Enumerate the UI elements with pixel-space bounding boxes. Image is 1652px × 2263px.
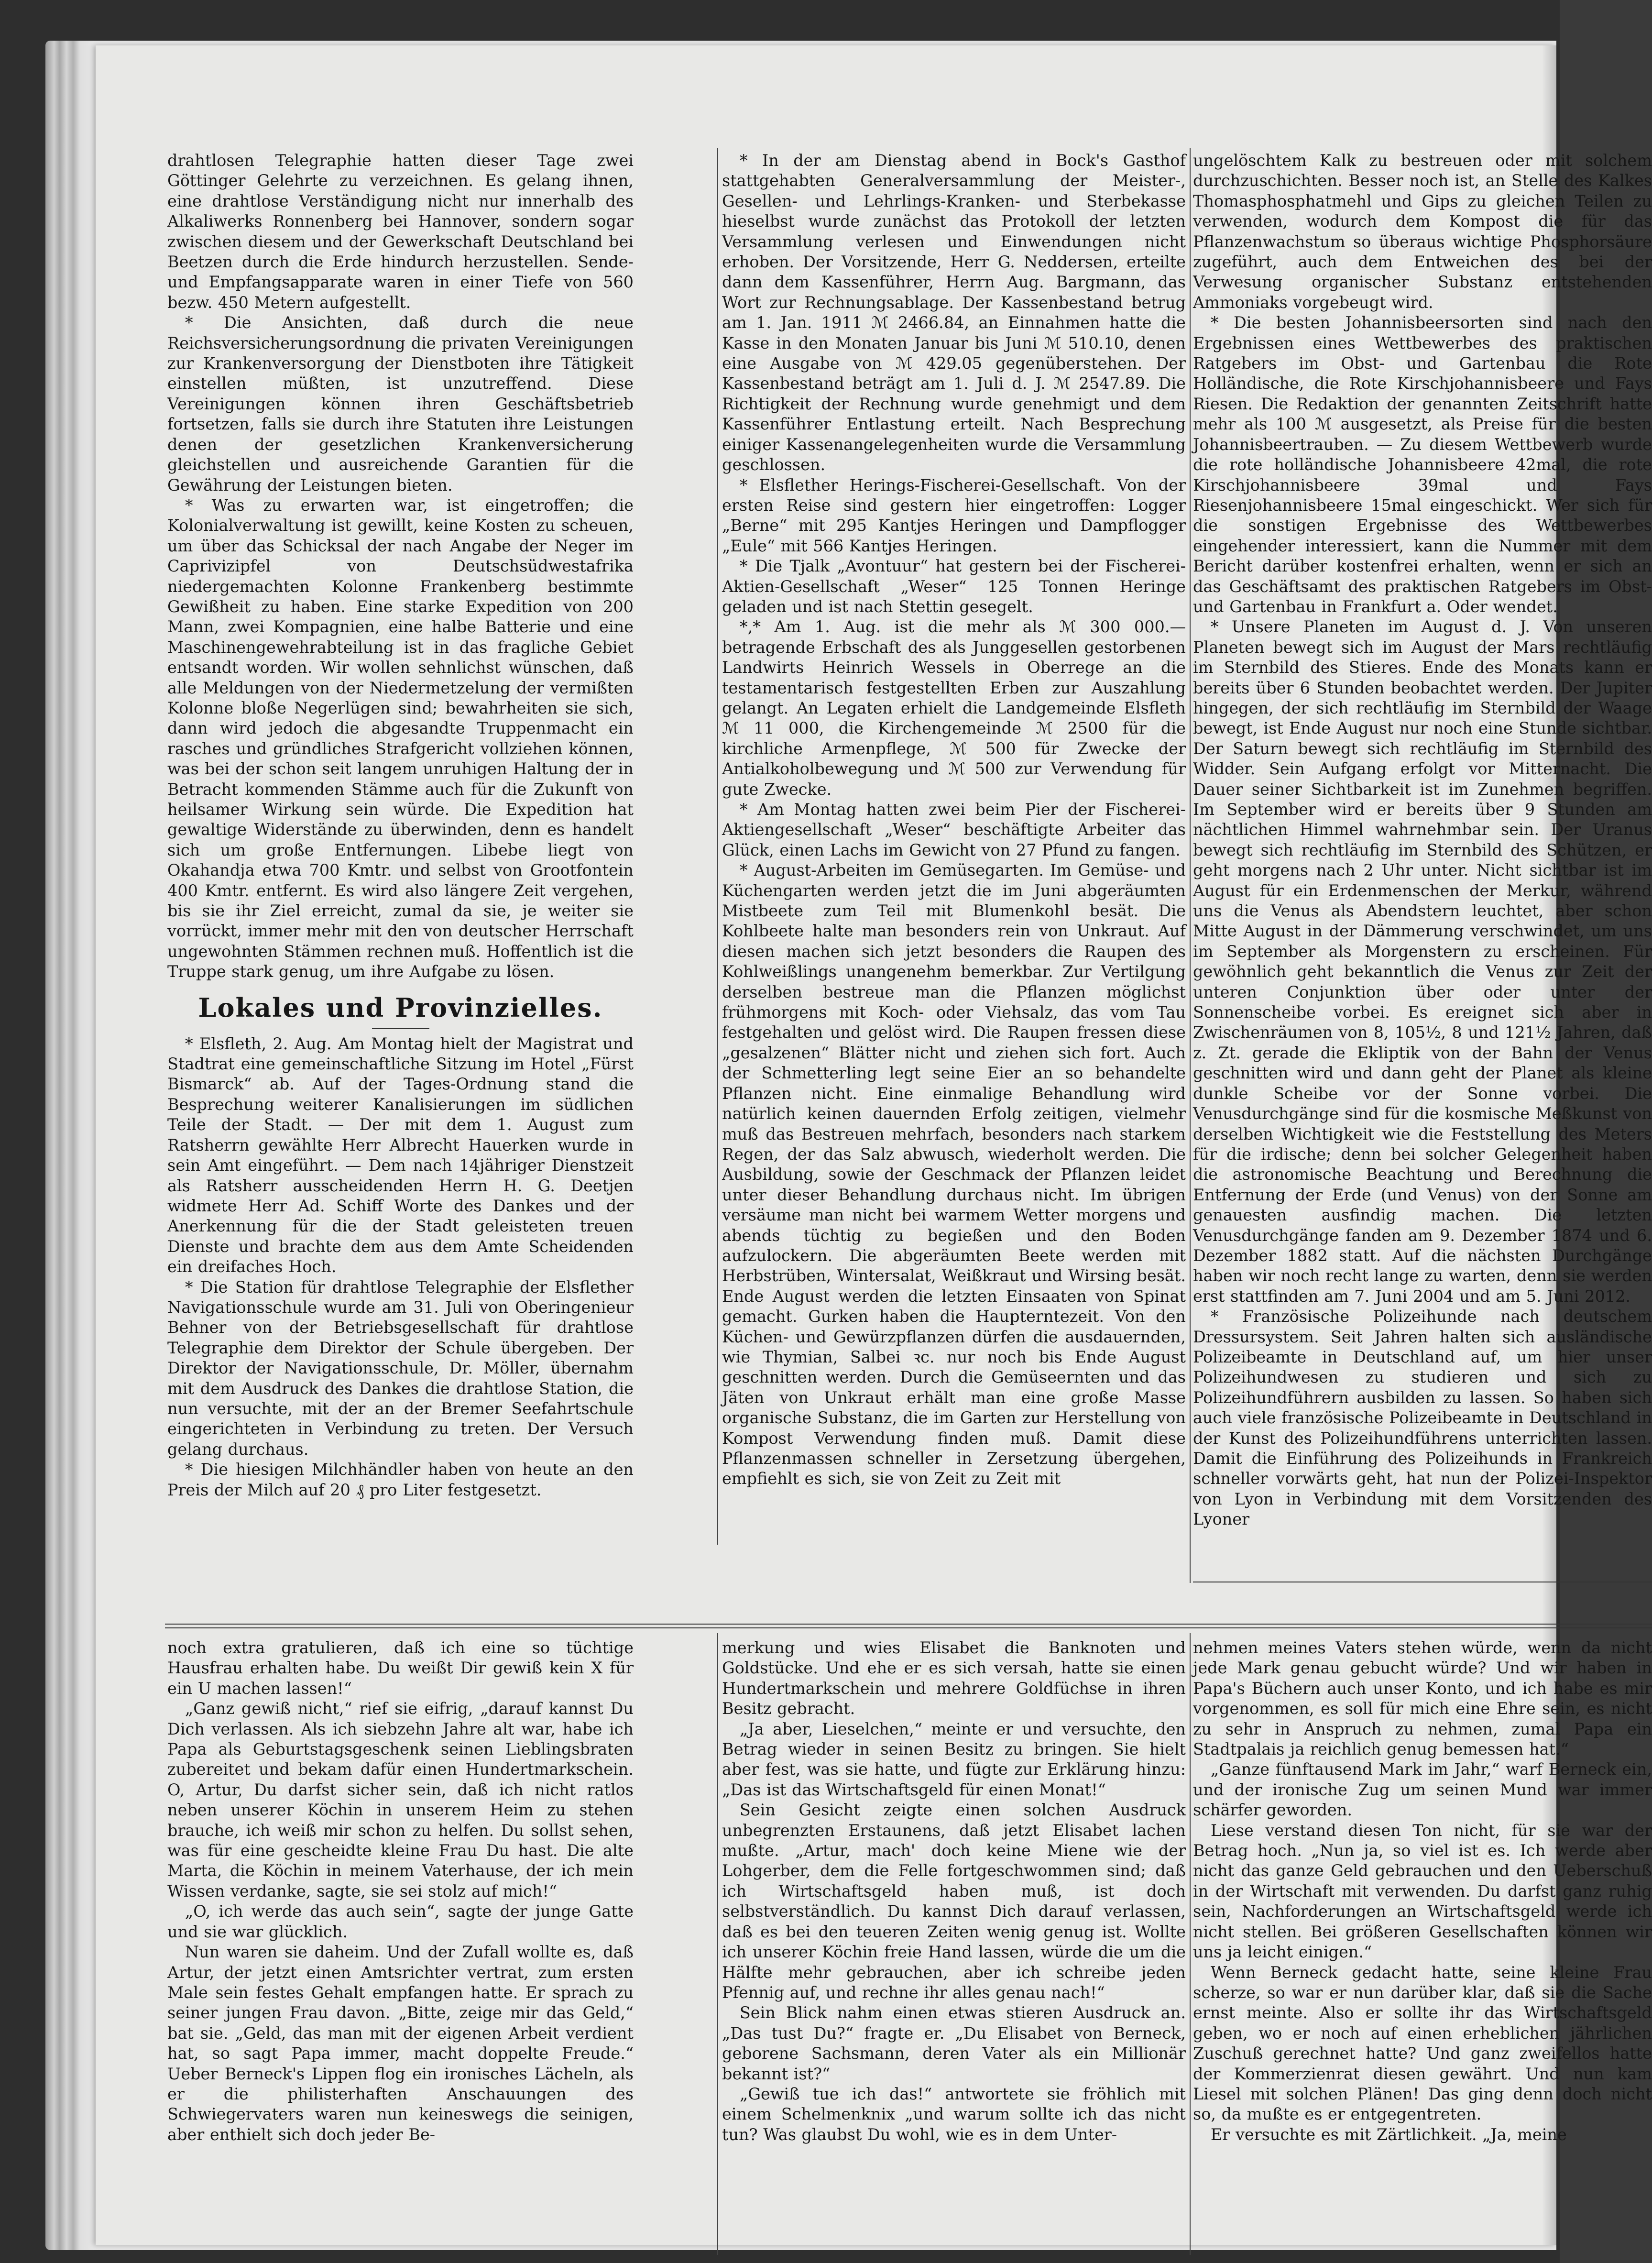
article-paragraph: Wenn Berneck gedacht hatte, seine kleine Frau scherze, so war er nun darüber klar, daß sie die Sache ernst meinte. Also er sollte ihr das Wirtschaftsgeld geben, wo er noch auf einen erheblichen jährlichen Zuschuß gerechnet hatte? Und ganz zweifellos hatte der Kommerzienrat diesen gewährt. Und nun kam Liesel mit solchen Plänen! Das ging denn doch nicht so, da mußte es er entgegentreten. (1193, 1963, 1652, 2124)
upper-column-2 (722, 151, 1186, 1552)
article-paragraph: Sein Gesicht zeigte einen solchen Ausdruck unbegrenzten Erstaunens, daß jetzt Elisabet lachen mußte. „Artur, mach' doch keine Miene wie der Lohgerber, dem die Felle fortgeschwommen sind; daß ich Wirtschaftsgeld haben muß, ist doch selbstverständlich. Du kannst Dich darauf verlassen, daß es bei den teueren Zeiten wenig genug ist. Wollte ich unserer Köchin freie Hand lassen, würde die um die Hälfte mehr gebrauchen, aber ich schreibe jeden Pfennig auf, und rechne ihr alles genau nach!“ (722, 1801, 1186, 2002)
article-paragraph: Liese verstand diesen Ton nicht, für sie war der Betrag hoch. „Nun ja, so viel ist es. Ich werde aber nicht das ganze Geld gebrauchen und den Ueberschuß in der Wirtschaft mit verwenden. Du darfst ganz ruhig sein, Nachforderungen an Wirtschaftsgeld werde ich nicht stellen. Bei größeren Gesellschaften können wir uns ja leicht einigen.“ (1193, 1821, 1652, 1962)
article-paragraph: drahtlosen Telegraphie hatten dieser Tage zwei Göttinger Gelehrte zu verzeichnen. Es gelang ihnen, eine drahtlose Verständigung nicht nur innerhalb des Alkaliwerks Ronnenberg bei Hannover, sondern sogar zwischen diesem und der Gewerkschaft Deutschland bei Beetzen durch die Erde hindurch herzustellen. Sende- und Empfangsapparate waren in einer Tiefe von 560 bezw. 450 Metern aufgestellt. (167, 151, 634, 312)
article-paragraph: Nun waren sie daheim. Und der Zufall wollte es, daß Artur, der jetzt einen Amtsrichter vertrat, zum ersten Male sein festes Gehalt empfangen hatte. Er sprach zu seiner jungen Frau davon. „Bitte, zeige mir das Geld,“ bat sie. „Geld, das man mit der eigenen Arbeit verdient hat, so sagt Papa immer, macht doppelte Freude.“ Ueber Berneck's Lippen flog ein ironisches Lächeln, als er die philisterhaften Anschauungen des Schwiegervaters waren nun keineswegs die seinigen, aber enthielt sich doch jeder Be- (167, 1943, 634, 2144)
feuilleton-divider (165, 1624, 1652, 1628)
newspaper-page (96, 45, 1652, 2245)
article-paragraph: * In der am Dienstag abend in Bock's Gasthof stattgehabten Generalversammlung der Meister-, Gesellen- und Lehrlings-Kranken- und Sterbekasse hieselbst wurde zunächst das Protokoll der letzten Versammlung verlesen und Einwendungen nicht erhoben. Der Vorsitzende, Herr G. Neddersen, erteilte dann dem Kassenführer, Herrn Aug. Bargmann, das Wort zur Rechnungsablage. Der Kassenbestand betrug am 1. Jan. 1911 ℳ 2466.84, an Einnahmen hatte die Kasse in den Monaten Januar bis Juni ℳ 510.10, denen eine Ausgabe von ℳ 429.05 gegenüberstehen. Der Kassenbestand beträgt am 1. Juli d. J. ℳ 2547.89. Die Richtigkeit der Rechnung wurde genehmigt und dem Kassenführer Entlastung erteilt. Nach Besprechung einiger Kassenangelegenheiten wurde die Versammlung geschlossen. (722, 151, 1186, 474)
column-rule (1190, 1633, 1191, 2255)
article-paragraph: * Was zu erwarten war, ist eingetroffen; die Kolonialverwaltung ist gewillt, keine Kosten zu scheuen, um über das Schicksal der nach Angabe der Neger im Caprivizipfel von Deutschsüdwestafrika niedergemachten Kolonne Frankenberg bestimmte Gewißheit zu haben. Eine starke Expedition von 200 Mann, zwei Kompagnien, eine halbe Batterie und eine Maschinengewehrabteilung ist in das fragliche Gebiet entsandt worden. Wir wollen sehnlichst wünschen, daß alle Meldungen von der Niedermetzelung der vermißten Kolonne bloße Negerlügen sind; bewahrheiten sie sich, dann wird jedoch die abgesandte Truppenmacht ein rasches und gründliches Strafgericht vollziehen können, was bei der schon seit langem unruhigen Haltung der in Betracht kommenden Stämme auch für die Zukunft von heilsamer Wirkung sein würde. Die Expedition hat gewaltige Widerstände zu überwinden, denn es handelt sich um große Entfernungen. Libebe liegt von Okahandja etwa 700 Kmtr. und selbst von Grootfontein 400 Kmtr. entfernt. Es wird also längere Zeit vergehen, bis sie ihr Ziel erreicht, zumal da sie, je weiter sie vorrückt, immer mehr mit den von deutscher Herrschaft ungewohnten Stämmen rechnen muß. Hoffentlich ist die Truppe stark genug, um ihre Aufgabe zu lösen. (167, 495, 634, 981)
article-paragraph: * Französische Polizeihunde nach deutschem Dressursystem. Seit Jahren halten sich ausländische Polizeibeamte in Deutschland auf, um hier unser Polizeihundwesen zu studieren und sich zu Polizeihundführern ausbilden zu lassen. So haben sich auch viele französische Polizeibeamte in Deutschland in der Kunst des Polizeihundführens unterrichten lassen. Damit die Einführung des Polizeihunds in Frankreich schneller vorwärts geht, hat nun der Polizei-Inspektor von Lyon in Verbindung mit dem Vorsitzenden des Lyoner (1193, 1307, 1652, 1529)
article-paragraph: noch extra gratulieren, daß ich eine so tüchtige Hausfrau erhalten habe. Du weißt Dir gewiß kein X für ein U machen lassen!“ (167, 1638, 634, 1698)
section-heading-rule (372, 1028, 429, 1029)
upper-column-3 (1193, 151, 1652, 1552)
section-heading: Lokales und Provinzielles. (198, 992, 603, 1023)
article-paragraph: * Elsflether Herings-Fischerei-Gesellschaft. Von der ersten Reise sind gestern hier eingetroffen: Logger „Berne“ mit 295 Kantjes Heringen und Dampflogger „Eule“ mit 566 Kantjes Heringen. (722, 475, 1186, 555)
upper-column-1 (167, 151, 634, 1552)
article-paragraph: *,* Am 1. Aug. ist die mehr als ℳ 300 000.— betragende Erbschaft des als Junggesellen gestorbenen Landwirts Heinrich Wessels in Oberrege an die testamentarisch festgestellten Erben zur Auszahlung gelangt. An Legaten erhielt die Landgemeinde Elsfleth ℳ 11 000, die Kirchengemeinde ℳ 2500 für die kirchliche Armenpflege, ℳ 500 für Zwecke der Antialkoholbewegung und ℳ 500 zur Verwendung für gute Zwecke. (722, 617, 1186, 799)
feuilleton-column-3 (1193, 1638, 1652, 2255)
article-paragraph: Sein Blick nahm einen etwas stieren Ausdruck an. „Das tust Du?“ fragte er. „Du Elisabet von Berneck, geborene Sachsmann, deren Vater als ein Millionär bekannt ist?“ (722, 2003, 1186, 2083)
article-paragraph: * Elsfleth, 2. Aug. Am Montag hielt der Magistrat und Stadtrat eine gemeinschaftliche Sitzung im Hotel „Fürst Bismarck“ ab. Auf der Tages-Ordnung stand die Besprechung weiterer Kanalisierungen im südlichen Teile der Stadt. — Der mit dem 1. August zum Ratsherrn gewählte Herr Albrecht Hauerken wurde in sein Amt eingeführt. — Dem nach 14jähriger Dienstzeit als Ratsherr ausscheidenden Herrn H. G. Deetjen widmete Herr Ad. Schiff Worte des Dankes und der Anerkennung für die der Stadt geleisteten treuen Dienste und brachte dem aus dem Amte Scheidenden ein dreifaches Hoch. (167, 1034, 634, 1276)
column-rule (1190, 148, 1191, 1583)
article-paragraph: * Unsere Planeten im August d. J. Von unseren Planeten bewegt sich im August der Mars rechtläufig im Sternbild des Stieres. Ende des Monats kann er bereits über 6 Stunden beobachtet werden. Der Jupiter hingegen, der sich rechtläufig im Sternbild der Waage bewegt, ist Ende August nur noch eine Stunde sichtbar. Der Saturn bewegt sich rechtläufig im Sternbild des Widder. Sein Aufgang erfolgt vor Mitternacht. Die Dauer seiner Sichtbarkeit ist im Zunehmen begriffen. Im September wird er bereits über 9 Stunden am nächtlichen Himmel wahrnehmbar sein. Der Uranus bewegt sich rechtläufig im Sternbild des Schützen, er geht morgens nach 2 Uhr unter. Nicht sichtbar ist im August für ein Erdenmenschen der Merkur, während uns die Venus als Abendstern leuchtet, aber schon Mitte August in der Dämmerung verschwindet, um uns im September als Morgenstern zu erscheinen. Für gewöhnlich geht bekanntlich die Venus zur Zeit der unteren Conjunktion über oder unter der Sonnenscheibe vorbei. Es ereignet sich aber in Zwischenräumen von 8, 105½, 8 und 121½ Jahren, daß z. Zt. gerade die Ekliptik von der Bahn der Venus geschnitten wird und dann geht der Planet als kleine dunkle Scheibe vor der Sonne vorbei. Die Venusdurchgänge sind für die kosmische Meßkunst von derselben Wichtigkeit wie die Feststellung des Meters für die irdische; denn bei solcher Gelegenheit haben die astronomische Beachtung und Berechnung die Entfernung der Erde (und Venus) von der Sonne am genauesten ausfindig machen. Die letzten Venusdurchgänge fanden am 9. Dezember 1874 und 6. Dezember 1882 statt. Auf die nächsten Durchgänge haben wir noch recht lange zu warten, denn sie werden erst stattfinden am 7. Juni 2004 und am 5. Juni 2012. (1193, 617, 1652, 1306)
feuilleton-column-2 (722, 1638, 1186, 2255)
article-paragraph: ungelöschtem Kalk zu bestreuen oder mit solchem durchzuschichten. Besser noch ist, an Stelle des Kalkes Thomasphosphatmehl und Gips zu gleichen Teilen zu verwenden, wodurch dem Kompost die für das Pflanzenwachstum so überaus wichtige Phosphorsäure zugeführt, auch dem Entweichen des bei der Verwesung organischer Substanz entstehenden Ammoniaks vorgebeugt wird. (1193, 151, 1652, 312)
column-rule (717, 148, 718, 1545)
feuilleton-column-1 (167, 1638, 634, 2255)
article-paragraph: * Die Ansichten, daß durch die neue Reichsversicherungsordnung die privaten Vereinigungen zur Krankenversorgung der Dienstboten ihre Tätigkeit einstellen müßten, ist unzutreffend. Diese Vereinigungen können ihren Geschäftsbetrieb fortsetzen, falls sie durch ihre Statuten ihre Leistungen denen der gesetzlichen Krankenversicherung gleichstellen und ausreichende Garantien für die Gewährung der Leistungen bieten. (167, 313, 634, 494)
article-paragraph: „O, ich werde das auch sein“, sagte der junge Gatte und sie war glücklich. (167, 1902, 634, 1941)
article-paragraph: „Ja aber, Lieselchen,“ meinte er und versuchte, den Betrag wieder in seinen Besitz zu bringen. Sie hielt aber fest, was sie hatte, und fügte zur Erklärung hinzu: „Das ist das Wirtschaftsgeld für einen Monat!“ (722, 1719, 1186, 1799)
article-paragraph: merkung und wies Elisabet die Banknoten und Goldstücke. Und ehe er es sich versah, hatte sie einen Hundertmarkschein und mehrere Goldfüchse in ihren Besitz gebracht. (722, 1638, 1186, 1718)
column-rule (717, 1633, 718, 2255)
article-paragraph: „Ganz gewiß nicht,“ rief sie eifrig, „darauf kannst Du Dich verlassen. Als ich siebzehn Jahre alt war, habe ich Papa als Geburtstagsgeschenk seinen Lieblingsbraten zubereitet und bekam dafür einen Hundertmarkschein. O, Artur, Du darfst sicher sein, daß ich nicht ratlos neben unserer Köchin in unserem Heim zu stehen brauche, ich weiß mir schon zu helfen. Du sollst sehen, was für eine gescheidte kleine Frau Du hast. Die alte Marta, die Köchin in meinem Vaterhause, der ich mein Wissen verdanke, sagte, sie sei stolz auf mich!“ (167, 1699, 634, 1900)
article-paragraph: * Die Station für drahtlose Telegraphie der Elsflether Navigationsschule wurde am 31. Juli von Oberingenieur Behner von der Betriebsgesellschaft für drahtlose Telegraphie dem Direktor der Schule übergeben. Der Direktor der Navigationsschule, Dr. Möller, übernahm mit dem Ausdruck des Dankes die drahtlose Station, die nun versuchte, mit der an der Bremer Seefahrtschule eingerichteten in Verbindung zu treten. Der Versuch gelang durchaus. (167, 1277, 634, 1459)
article-paragraph: „Ganze fünftausend Mark im Jahr,“ warf Berneck ein, und der ironische Zug um seinen Mund war immer schärfer geworden. (1193, 1760, 1652, 1820)
article-paragraph: Er versuchte es mit Zärtlichkeit. „Ja, meine (1210, 2125, 1567, 2144)
article-paragraph: „Gewiß tue ich das!“ antwortete sie fröhlich mit einem Schelmenknix „und warum sollte ich das nicht tun? Was glaubst Du wohl, wie es in dem Unter- (722, 2084, 1186, 2144)
article-paragraph: * August-Arbeiten im Gemüsegarten. Im Gemüse- und Küchengarten werden jetzt die im Juni abgeräumten Mistbeete zum Teil mit Blumenkohl besät. Die Kohlbeete halte man besonders rein von Unkraut. Auf diesen machen sich jetzt besonders die Raupen des Kohlweißlings unangenehm bemerkbar. Zur Vertilgung derselben bestreue man die Pflanzen möglichst frühmorgens mit Koch- oder Viehsalz, das vom Tau festgehalten und gelöst wird. Die Raupen fressen diese „gesalzenen“ Blätter nicht und ziehen sich fort. Auch der Schmetterling legt seine Eier an so behandelte Pflanzen nicht. Eine einmalige Behandlung wird natürlich keinen dauernden Erfolg zeitigen, vielmehr muß das Bestreuen mehrfach, besonders nach starkem Regen, der das Salz abwusch, wiederholt werden. Die Ausbildung, sowie der Geschmack der Pflanzen leidet unter dieser Behandlung durchaus nicht. Im übrigen versäume man nicht bei warmem Wetter morgens und abends tüchtig zu begießen und den Boden aufzulockern. Die abgeräumten Beete werden mit Herbstrüben, Wintersalat, Weißkraut und Wirsing besät. Ende August werden die letzten Einsaaten von Spinat gemacht. Gurken haben die Haupterntezeit. Von den Küchen- und Gewürzpflanzen dürfen die ausdauernden, wie Thymian, Salbei ꝛc. nur noch bis Ende August geschnitten werden. Durch die Gemüseernten und das Jäten von Unkraut erhält man eine große Masse organische Substanz, die im Garten zur Herstellung von Kompost Verwendung finden muß. Damit diese Pflanzenmassen schneller in Zersetzung übergehen, empfiehlt es sich, sie von Zeit zu Zeit mit (722, 861, 1186, 1488)
article-paragraph: * Am Montag hatten zwei beim Pier der Fischerei-Aktiengesellschaft „Weser“ beschäftigte Arbeiter das Glück, einen Lachs im Gewicht von 27 Pfund zu fangen. (722, 800, 1186, 859)
article-paragraph: * Die besten Johannisbeersorten sind nach den Ergebnissen eines Wettbewerbes des praktischen Ratgebers im Obst- und Gartenbau die Rote Holländische, die Rote Kirschjohannisbeere und Fays Riesen. Die Redaktion der genannten Zeitschrift hatte mehr als 100 ℳ ausgesetzt, als Preise für die besten Johannisbeertrauben. — Zu diesem Wettbewerb wurde die rote holländische Johannisbeere 42mal, die rote Kirschjohannisbeere 39mal und Fays Riesenjohannisbeere 15mal eingeschickt. Wer sich für die sonstigen Ergebnisse des Wettbewerbes eingehender interessiert, kann die Nummer mit dem Bericht darüber kostenfrei erhalten, wenn er sich an das Geschäftsamt des praktischen Ratgebers im Obst- und Gartenbau in Frankfurt a. Oder wendet. (1193, 313, 1652, 616)
article-paragraph: * Die Tjalk „Avontuur“ hat gestern bei der Fischerei-Aktien-Gesellschaft „Weser“ 125 Tonnen Heringe geladen und ist nach Stettin gesegelt. (722, 557, 1186, 616)
article-paragraph: * Die hiesigen Milchhändler haben von heute an den Preis der Milch auf 20 ₰ pro Liter festgesetzt. (167, 1460, 634, 1499)
article-paragraph: nehmen meines Vaters stehen würde, wenn da nicht jede Mark genau gebucht würde? Und wir haben in Papa's Büchern auch unser Konto, und ich habe es mir vorgenommen, es soll für mich eine Ehre sein, es nicht zu sehr in Anspruch zu nehmen, zumal Papa ein Stadtpalais ja reichlich genug bemessen hat.“ (1193, 1638, 1652, 1759)
